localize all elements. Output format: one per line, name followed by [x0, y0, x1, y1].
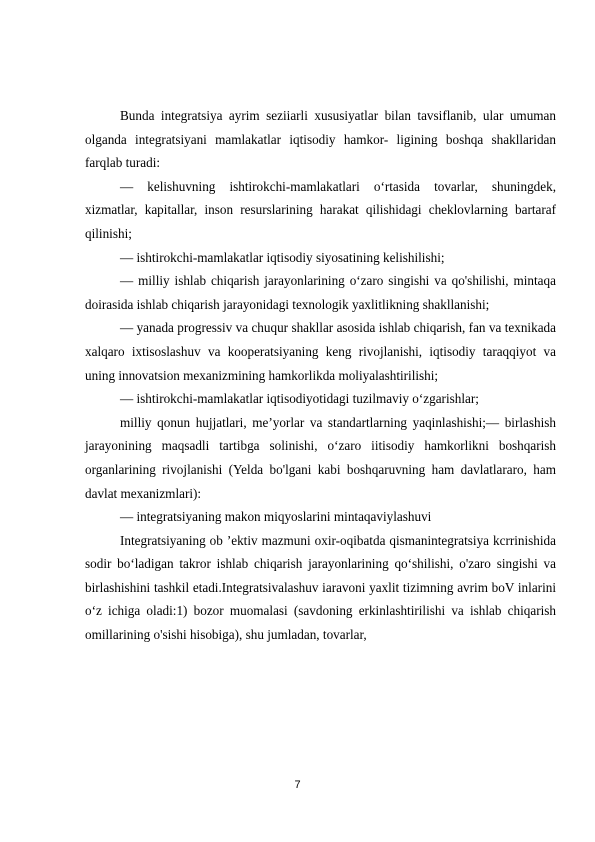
- paragraph-content: Integratsiyaning ob ’ektiv mazmuni oxir-oqibatda qismanintegratsiya kcrrinishida sodir bo‘ladigan takror ishlab chiqarish jarayonlarining qo‘shilishi, o'zaro singishi va birlashishini tashkil etadi.Integratsivalashuv iaravoni yaxlit tizimning avrim boV inlarini o‘z ichiga oladi:1) bozor muomalasi (savdoning erkinlashtirilishi va ishlab chiqarish omillarining o'sishi hisobiga), shu jumladan, tovarlar,: [85, 532, 556, 643]
- paragraph-bullet-legal: milliy qonun hujjatlari, me’yorlar va standartlarning yaqinlashishi;— birlashish jarayonining maqsadli tartibga solinishi, o‘zaro iitisodiy hamkorlikni boshqarish organlarining rivojlanishi (Yelda bo'lgani kabi boshqaruvning ham davlatlararo, ham davlat mexanizmlari):: [85, 414, 556, 501]
- paragraph-bullet-regional: — integratsiyaning makon miqyoslarini mintaqaviylashuvi: [120, 509, 432, 525]
- paragraph-bullet-policy: — ishtirokchi-mamlakatlar iqtisodiy siyosatining kelishilishi;: [120, 249, 445, 265]
- page-number: 7: [294, 779, 301, 791]
- paragraph-bullet-structural: — ishtirokchi-mamlakatlar iqtisodiyotidagi tuzilmaviy o‘zgarishlar;: [120, 391, 479, 407]
- paragraph-bullet-barriers: — kelishuvning ishtirokchi-mamlakatlari o‘rtasida tovarlar, shuningdek, xizmatlar, kapitallar, inson resurslarining harakat qilishidagi cheklovlarning bartaraf qilinishi;: [85, 178, 556, 241]
- document-body: [85, 104, 556, 647]
- paragraph-bullet-progressive: — yanada progressiv va chuqur shakllar asosida ishlab chiqarish, fan va texnikada xalqaro ixtisoslashuv va kooperatsiyaning keng rivojlanishi, iqtisodiy taraqqiyot va uning innovatsion mexanizmining hamkorlikda moliyalashtirilishi;: [85, 320, 556, 383]
- paragraph-bullet-production: — milliy ishlab chiqarish jarayonlarining o‘zaro singishi va qo'shilishi, mintaqa doirasida ishlab chiqarish jarayonidagi texnologik yaxlitlikning shakllanishi;: [85, 273, 556, 312]
- paragraph-intro: Bunda integratsiya ayrim seziiarli xususiyatlar bilan tavsiflanib, ular umuman olganda integratsiyani mamlakatlar iqtisodiy hamkor- ligining boshqa shakllaridan farqlab turadi:: [85, 108, 556, 171]
